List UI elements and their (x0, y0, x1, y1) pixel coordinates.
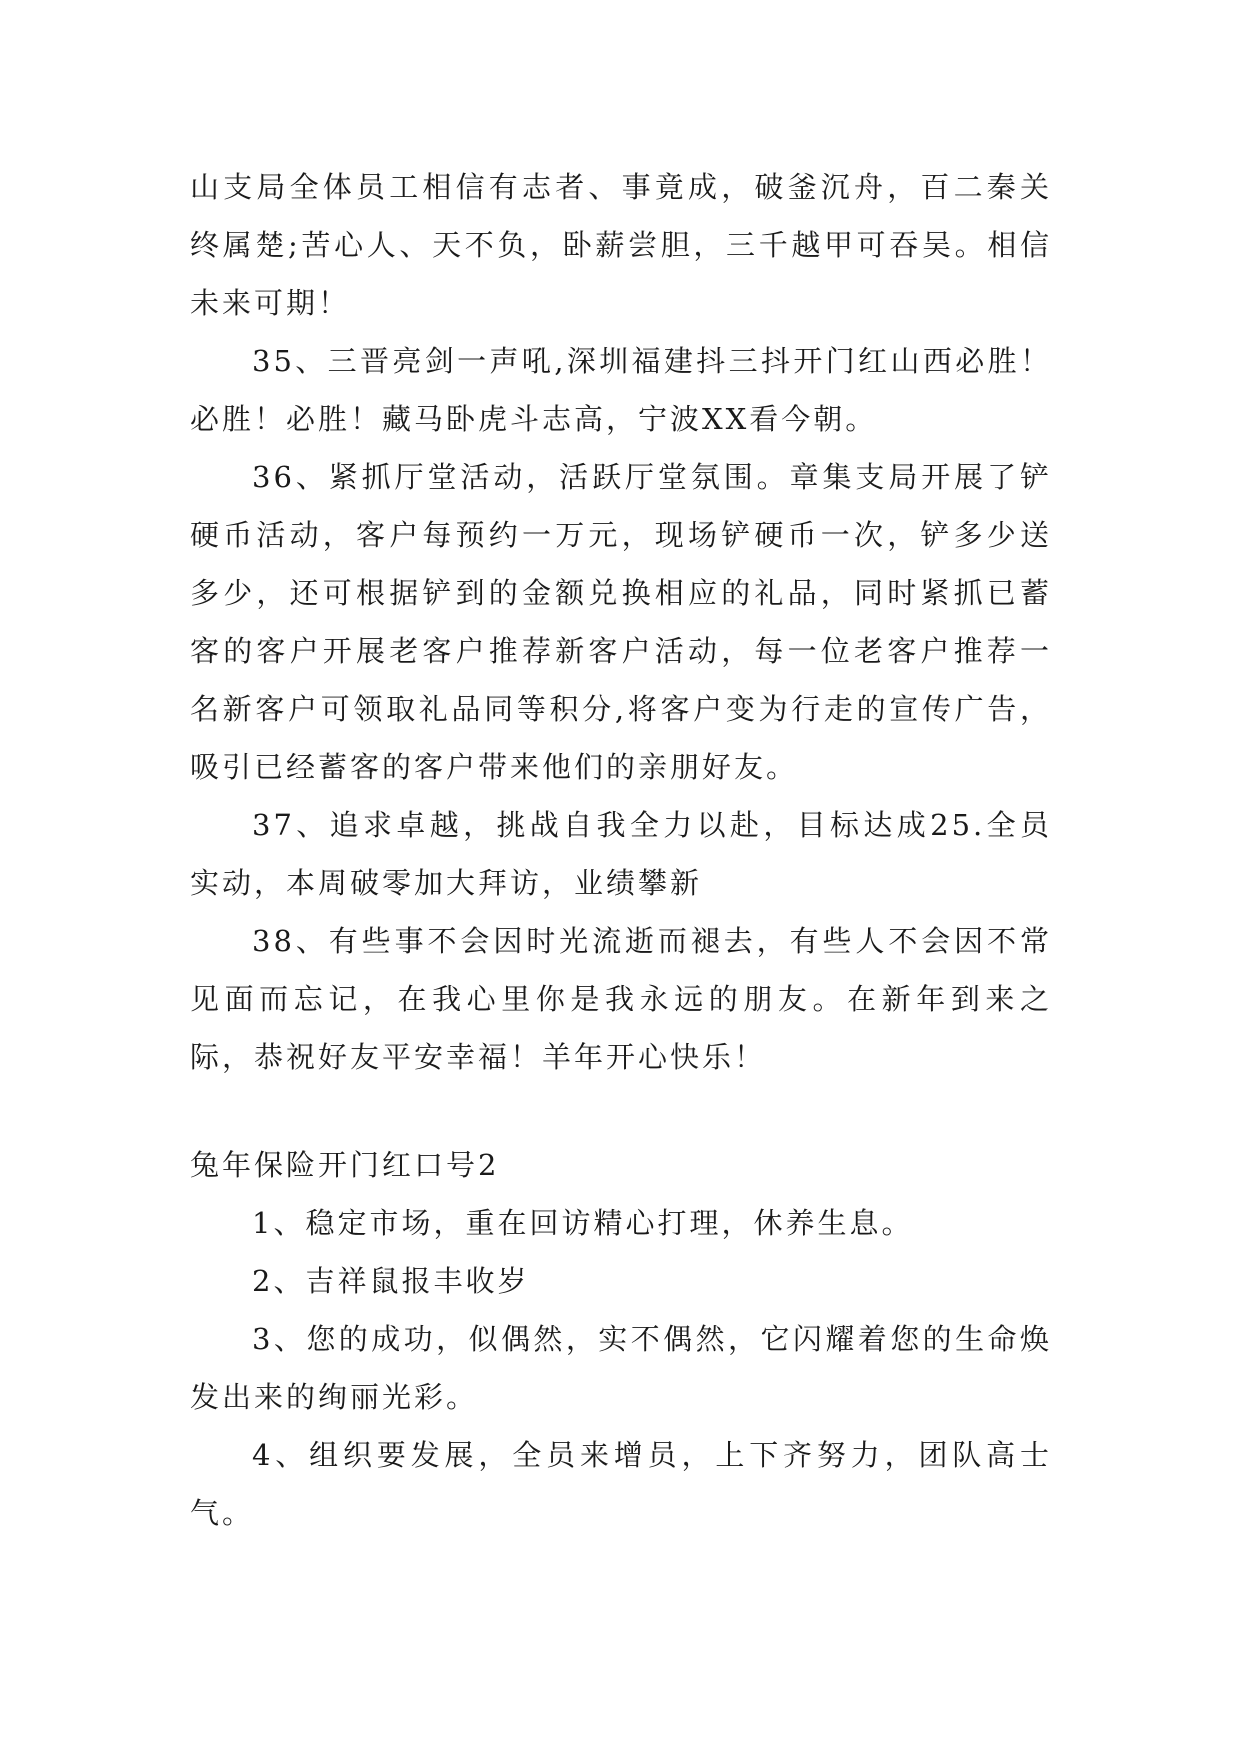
paragraph-item-2: 2、吉祥鼠报丰收岁 (252, 1264, 530, 1298)
document-body (190, 158, 1052, 1542)
paragraph-item-38: 38、有些事不会因时光流逝而褪去，有些人不会因不常见面而忘记，在我心里你是我永远的朋友。在新年到来之际，恭祝好友平安幸福！羊年开心快乐！ (190, 924, 1052, 1074)
paragraph-item-36: 36、紧抓厅堂活动，活跃厅堂氛围。章集支局开展了铲硬币活动，客户每预约一万元，现场铲硬币一次，铲多少送多少，还可根据铲到的金额兑换相应的礼品，同时紧抓已蓄客的客户开展老客户推荐新客户活动，每一位老客户推荐一名新客户可领取礼品同等积分,将客户变为行走的宣传广告，吸引已经蓄客的客户带来他们的亲朋好友。 (190, 460, 1052, 784)
paragraph-continuation: 山支局全体员工相信有志者、事竟成，破釜沉舟，百二秦关终属楚;苦心人、天不负，卧薪尝胆，三千越甲可吞吴。相信未来可期！ (190, 170, 1052, 320)
paragraph-item-1: 1、稳定市场，重在回访精心打理，休养生息。 (252, 1206, 914, 1240)
paragraph-item-3: 3、您的成功，似偶然，实不偶然，它闪耀着您的生命焕发出来的绚丽光彩。 (190, 1322, 1052, 1414)
section-title: 兔年保险开门红口号2 (190, 1148, 500, 1182)
paragraph-item-35: 35、三晋亮剑一声吼,深圳福建抖三抖开门红山西必胜！必胜！必胜！藏马卧虎斗志高，宁波XX看今朝。 (190, 344, 1052, 436)
paragraph-item-4: 4、组织要发展，全员来增员，上下齐努力，团队高士气。 (190, 1438, 1052, 1530)
paragraph-item-37: 37、追求卓越，挑战自我全力以赴，目标达成25.全员实动，本周破零加大拜访，业绩攀新 (190, 808, 1052, 900)
